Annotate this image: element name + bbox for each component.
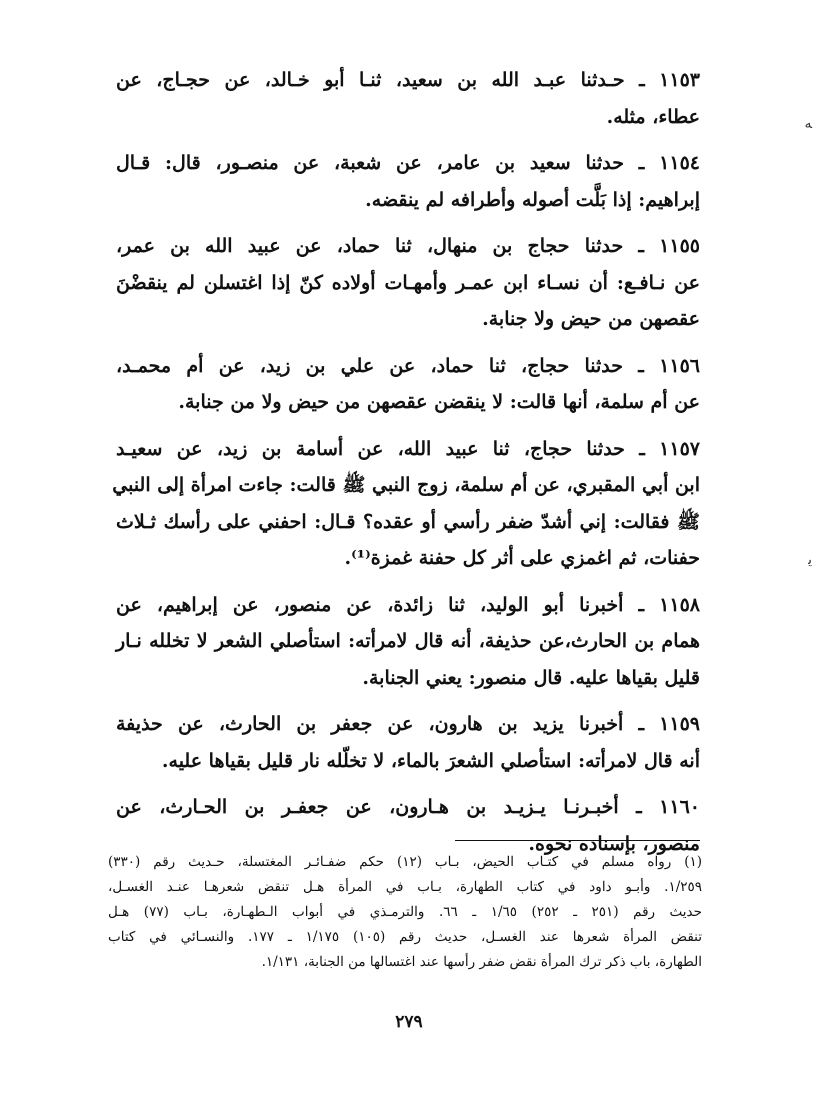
- footnote-divider: [455, 840, 700, 841]
- hadith-line: عن أم سلمة، أنها قالت: لا ينقضن عقصهن من حيض ولا من جنابة.: [178, 391, 700, 413]
- margin-mark-top: ﻪ: [804, 116, 812, 132]
- hadith-line: ١١٦٠ ـ أخبـرنـا يـزيـد بن هـارون، عن جعفـر بن الحـارث، عن: [116, 796, 700, 818]
- hadith-line: ١١٥٨ ـ أخبرنا أبو الوليد، ثنا زائدة، عن منصور، عن إبراهيم، عن: [116, 593, 700, 616]
- page-number: ٢٧٩: [395, 1012, 423, 1032]
- hadith-1157: [112, 431, 700, 577]
- footnote: [108, 850, 702, 975]
- hadith-line: منصور، بإسناده نحوه.: [528, 832, 700, 855]
- hadith-line: عن نـافـع: أن نسـاء ابن عمـر وأمهـات أولاده كنّ إذا اغتسلن لم ينقضْنَ: [116, 271, 700, 294]
- hadith-line: ١١٥٩ ـ أخبرنا يزيد بن هارون، عن جعفر بن الحارث، عن حذيفة: [116, 713, 700, 735]
- hadith-line: ١١٥٣ ـ حـدثنا عبـد الله بن سعيد، ثنـا أبو خـالد، عن حجـاج، عن: [116, 69, 700, 91]
- hadith-1155: [116, 228, 700, 338]
- hadith-line: همام بن الحارث،عن حذيفة، أنه قال لامرأته: استأصلي الشعر لا تخلله نـار: [116, 630, 700, 652]
- hadith-1153: [116, 62, 700, 135]
- hadith-line: ١١٥٦ ـ حدثنا حجاج، ثنا حماد، عن علي بن زيد، عن أم محمـد،: [116, 354, 700, 377]
- hadith-line: أنه قال لامرأته: استأصلي الشعرَ بالماء، لا تخلّله نار قليل بقياها عليه.: [161, 749, 700, 772]
- hadith-1156: [116, 348, 700, 421]
- footnote-line: (١) رواه مسلم في كتـاب الحيض، بـاب (١٢) حكم ضفـائـر المغتسلة، حـديث رقم (٣٣٠): [108, 854, 703, 870]
- footnote-line: تنقض المرأة شعرها عند الغسـل، حديث رقم (١٠٥) ١/١٧٥ ـ ١٧٧. والنسـائي في كتاب: [108, 929, 703, 945]
- footnote-line: ١/٢٥٩. وأبـو داود في كتاب الطهارة، بـاب في المرأة هـل تنقض شعرهـا عنـد الغسـل،: [108, 879, 702, 895]
- hadith-line: عطاء، مثله.: [606, 105, 700, 128]
- hadith-line: ١١٥٤ ـ حدثنا سعيد بن عامر، عن شعبة، عن منصـور، قال: قـال: [116, 152, 700, 174]
- footnote-line: حديث رقم (٢٥١ ـ ٢٥٢) ١/٦٥ ـ ٦٦. والترمـذي في أبواب الـطهـارة، بـاب (٧٧) هـل: [108, 904, 702, 920]
- hadith-line: ١١٥٥ ـ حدثنا حجاج بن منهال، ثنا حماد، عن عبيد الله بن عمر،: [116, 235, 700, 257]
- hadith-1159: [116, 706, 700, 779]
- hadith-line: حفنات، ثم اغمزي على أثر كل حفنة غمزة⁽¹⁾.: [344, 547, 700, 569]
- hadith-line: ابن أبي المقبري، عن أم سلمة، زوج النبي ﷺ قالت: جاءت امرأة إلى النبي: [112, 474, 700, 496]
- hadith-line: قليل بقياها عليه. قال منصور: يعني الجنابة.: [362, 666, 700, 689]
- hadith-line: ﷺ فقالت: إني أشدّ ضفر رأسي أو عقده؟ قـال: احفني على رأسك ثـلاث: [116, 510, 700, 533]
- hadith-1154: [116, 145, 700, 218]
- hadith-line: ١١٥٧ ـ حدثنا حجاج، ثنا عبيد الله، عن أسامة بن زيد، عن سعيـد: [116, 437, 700, 460]
- hadith-1158: [116, 587, 700, 697]
- margin-mark-middle: ﻳ: [808, 552, 812, 568]
- hadith-list: [112, 62, 700, 872]
- hadith-line: عقصهن من حيض ولا جنابة.: [482, 308, 700, 330]
- footnote-line: الطهارة، باب ذكر ترك المرأة نقض ضفر رأسها عند اغتسالها من الجنابة، ١/١٣١.: [261, 954, 702, 970]
- hadith-line: إبراهيم: إذا بَلَّت أصوله وأطرافه لم ينقضه.: [365, 188, 700, 211]
